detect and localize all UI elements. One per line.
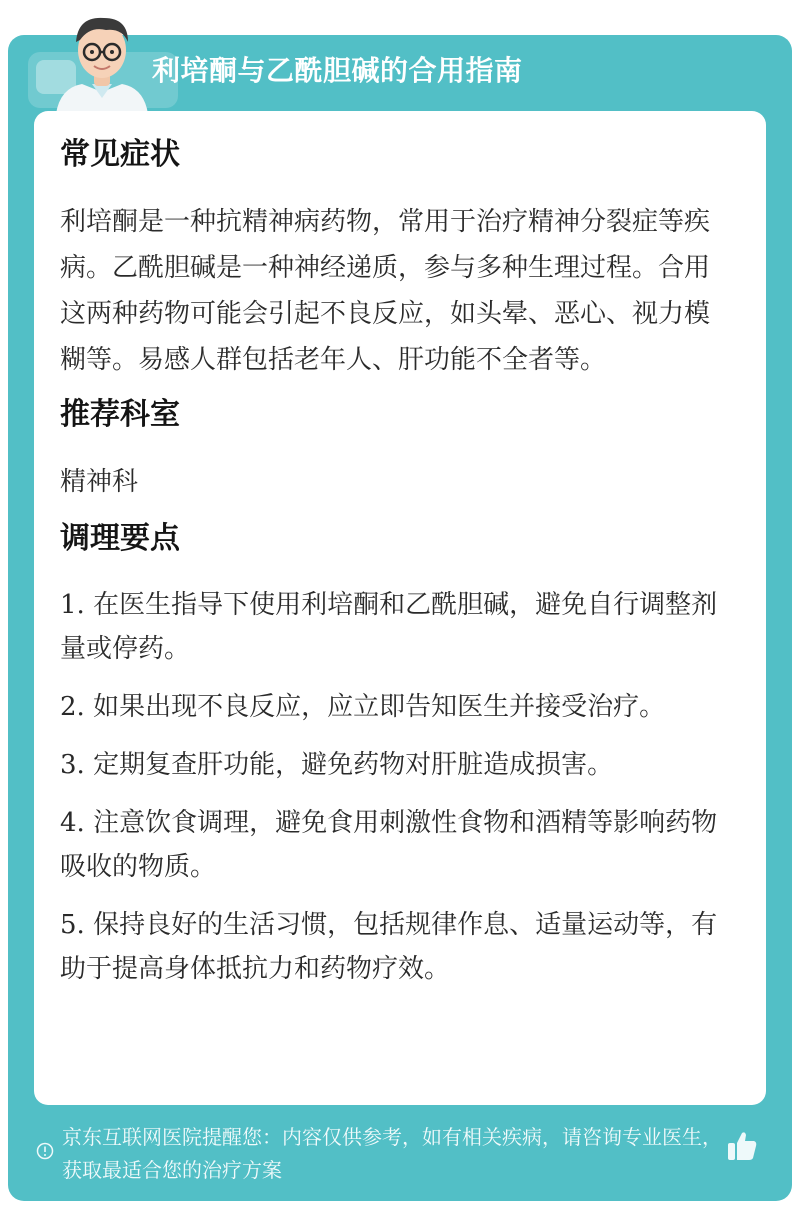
care-item-2 (60, 685, 730, 729)
care-item-number: 2. (60, 692, 85, 722)
care-item-number: 4. (60, 808, 85, 838)
content-body (60, 133, 730, 1005)
care-item-text: 保持良好的生活习惯，包括规律作息、适量运动等，有助于提高身体抵抗力和药物疗效。 (60, 910, 718, 984)
doctor-avatar-icon (48, 6, 156, 114)
care-item-number: 3. (60, 750, 85, 780)
care-item-number: 5. (60, 910, 85, 940)
care-item-3 (60, 743, 730, 787)
care-heading: 调理要点 (60, 521, 180, 556)
info-icon (36, 1142, 54, 1160)
thumbs-up-icon[interactable] (724, 1128, 760, 1164)
department-text: 精神科 (60, 467, 139, 497)
disclaimer-text: 京东互联网医院提醒您：内容仅供参考，如有相关疾病，请咨询专业医生，获取最适合您的治疗方案 (62, 1125, 722, 1182)
care-item-4 (60, 801, 730, 889)
care-item-text: 在医生指导下使用利培酮和乙酰胆碱，避免自行调整剂量或停药。 (60, 590, 718, 664)
care-item-text: 定期复查肝功能，避免药物对肝脏造成损害。 (93, 750, 614, 780)
care-item-5 (60, 903, 730, 991)
care-item-text: 注意饮食调理，避免食用刺激性食物和酒精等影响药物吸收的物质。 (60, 808, 718, 882)
care-item-1 (60, 583, 730, 671)
care-item-number: 1. (60, 590, 85, 620)
content-card (34, 111, 766, 1105)
symptoms-heading: 常见症状 (60, 137, 180, 172)
symptoms-text: 利培酮是一种抗精神病药物，常用于治疗精神分裂症等疾病。乙酰胆碱是一种神经递质，参与多种生理过程。合用这两种药物可能会引起不良反应，如头晕、恶心、视力模糊等。易感人群包括老年人、肝功能不全者等。 (60, 207, 711, 375)
page-title: 利培酮与乙酰胆碱的合用指南 (152, 54, 523, 87)
department-heading: 推荐科室 (60, 397, 180, 432)
care-item-text: 如果出现不良反应，应立即告知医生并接受治疗。 (93, 692, 666, 722)
